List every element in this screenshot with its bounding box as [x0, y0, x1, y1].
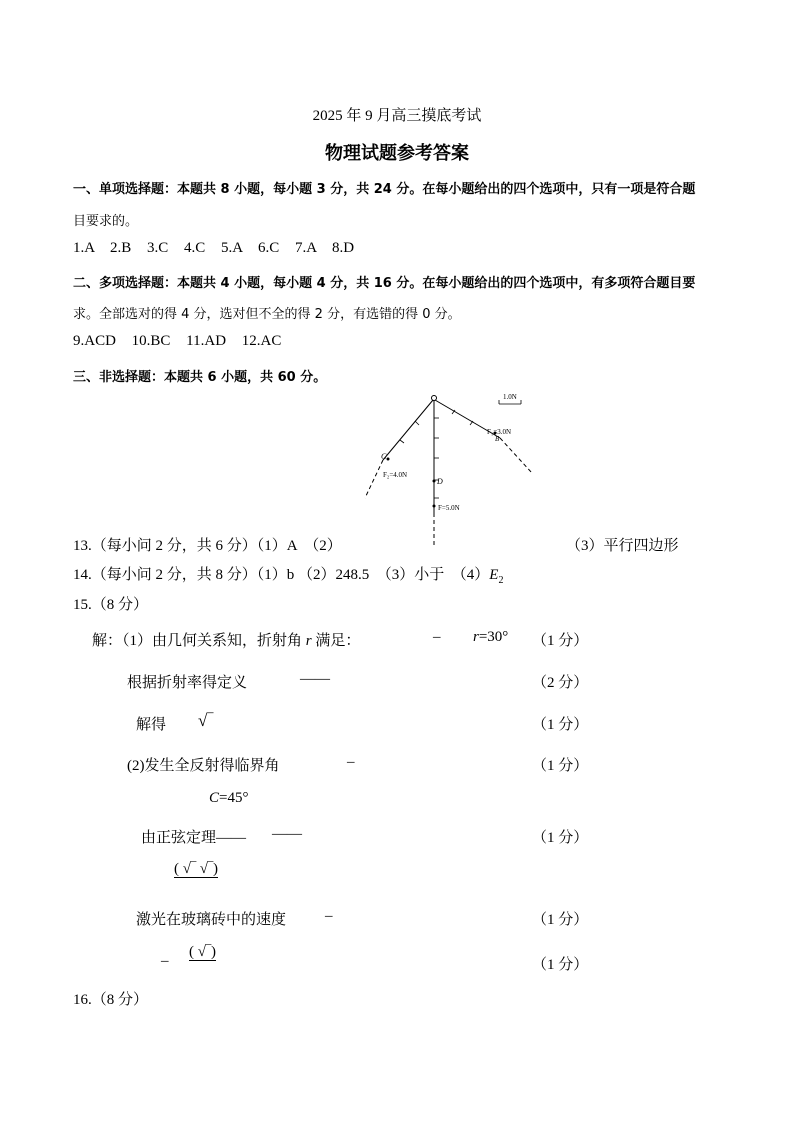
- q15-line8-text: 激光在玻璃砖中的速度: [136, 912, 287, 928]
- label-b: B: [495, 435, 500, 443]
- label-f2: F₂=4.0N: [383, 471, 408, 479]
- q14-e: E: [489, 567, 499, 583]
- section1-heading-cont: 目要求的。: [73, 214, 139, 229]
- q15-line2-text: 根据折射率得定义: [127, 675, 248, 691]
- q15-line1: [92, 629, 360, 650]
- f2-extension: [365, 460, 383, 498]
- q15-line1-text: 解：（1）由几何关系知，折射角: [92, 633, 303, 649]
- q15-c-value: =45°: [219, 790, 249, 806]
- section3-heading: 三、非选择题：本题共 6 小题，共 60 分。: [73, 370, 327, 385]
- q15-line4-dash: –: [347, 754, 355, 770]
- subject-title: 物理试题参考答案: [325, 143, 469, 164]
- q15-line4-score: （1 分）: [532, 758, 589, 774]
- section2-heading: 二、多项选择题：本题共 4 小题，每小题 4 分，共 16 分。在每小题给出的四个选项中，有多项符合题目要: [73, 276, 696, 291]
- section2-heading-cont: 求。全部选对的得 4 分，选对但不全的得 2 分，有选错的得 0 分。: [73, 307, 461, 322]
- q15-line1-result: [473, 629, 508, 646]
- q16-heading: 16.（8 分）: [73, 992, 149, 1008]
- q15-line6-score: （1 分）: [532, 830, 589, 846]
- force-diagram: [355, 388, 545, 548]
- q15-r-value: =30°: [478, 629, 509, 645]
- q15-line2-bar: ——: [300, 671, 330, 687]
- q15-line8-dash: –: [325, 908, 333, 924]
- q15-line1-after: 满足：: [315, 633, 361, 649]
- label-f: F=5.0N: [438, 504, 460, 512]
- label-f1: F₁=3.0N: [487, 428, 512, 436]
- q15-line1-dash: –: [433, 629, 441, 645]
- q15-line8-score: （1 分）: [532, 912, 589, 928]
- q15-line9-frac: ( √‾): [189, 944, 216, 960]
- q15-heading: 15.（8 分）: [73, 597, 149, 613]
- section2-answers: 9.ACD 10.BC 11.AD 12.AC: [73, 333, 282, 349]
- label-d: D: [437, 477, 443, 486]
- q15-line6-text: 由正弦定理——: [141, 830, 247, 846]
- q15-line1-var: r: [305, 633, 312, 649]
- q15-line9-score: （1 分）: [532, 957, 589, 973]
- q15-line9-dash: –: [161, 953, 169, 969]
- q15-line3-sqrt: √‾: [198, 711, 213, 730]
- q15-line2-score: （2 分）: [532, 675, 589, 691]
- section1-answers: 1.A 2.B 3.C 4.C 5.A 6.C 7.A 8.D: [73, 240, 355, 256]
- q14-e-sub: 2: [498, 575, 504, 586]
- section1-heading: 一、单项选择题：本题共 8 小题，每小题 3 分，共 24 分。在每小题给出的四个选项中，只有一项是符合题: [73, 182, 696, 197]
- q15-r: r: [473, 629, 479, 645]
- origin-point: [432, 396, 437, 401]
- q15-line3-text: 解得: [136, 717, 167, 733]
- scale-label: 1.0N: [503, 393, 517, 401]
- q15-line7-frac: ( √‾ √‾): [174, 861, 218, 877]
- f2-line: [383, 400, 433, 460]
- q15-line4-text: (2)发生全反射得临界角: [127, 758, 280, 774]
- label-c: C: [381, 452, 387, 461]
- exam-title: 2025 年 9 月高三摸底考试: [312, 108, 482, 124]
- q14-text: 14.（每小问 2 分，共 8 分）（1）b （2）248.5 （3）小于 （4）: [73, 567, 490, 583]
- q15-line3-score: （1 分）: [532, 717, 589, 733]
- q15-c: C: [209, 790, 220, 806]
- q15-line6-bar: ——: [272, 826, 302, 842]
- q13-answer: 13.（每小问 2 分，共 6 分）（1）A （2）: [73, 538, 342, 554]
- q14-answer: [73, 563, 503, 586]
- q15-line1-score: （1 分）: [532, 633, 589, 649]
- q15-line5: [209, 790, 248, 807]
- f1-extension: [500, 438, 532, 473]
- q13-part3: （3）平行四边形: [566, 538, 679, 554]
